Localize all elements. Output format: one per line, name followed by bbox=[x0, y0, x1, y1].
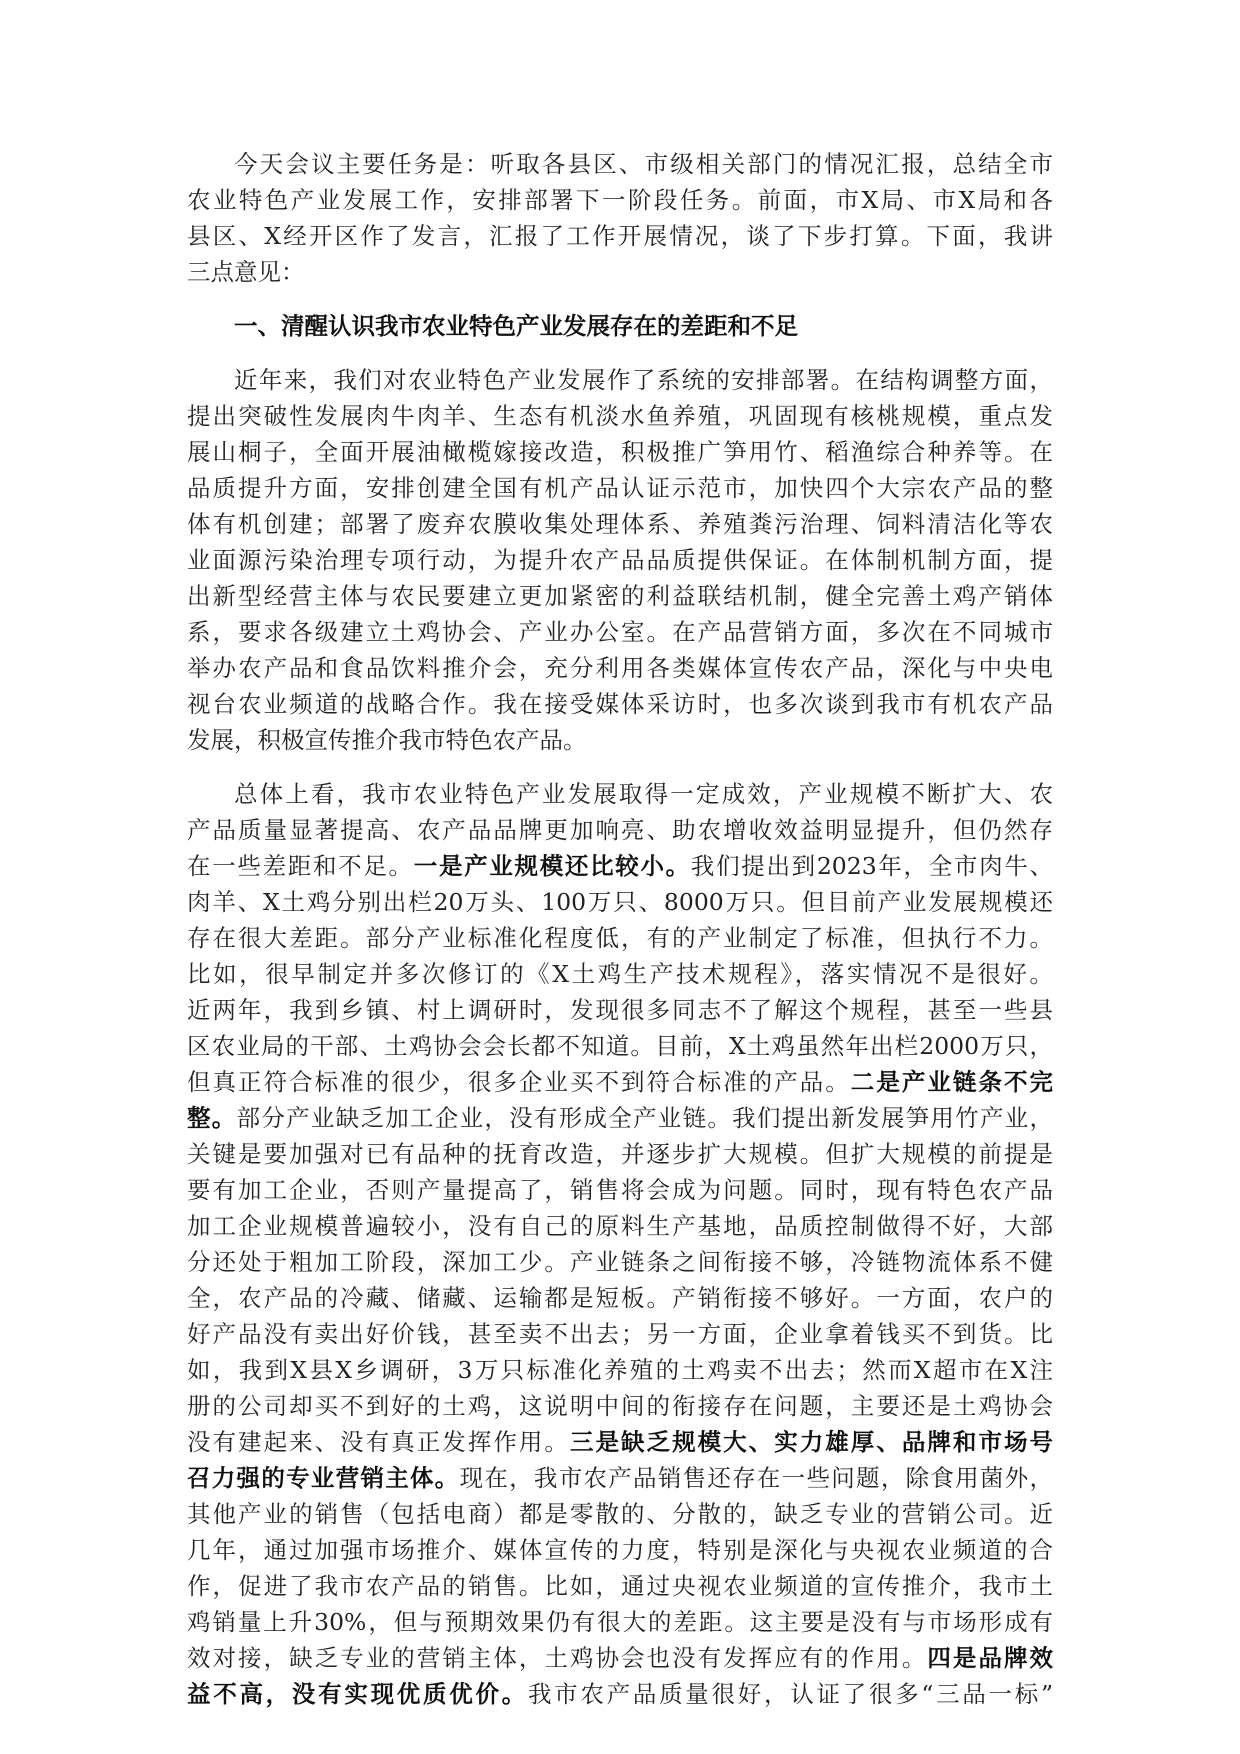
text-line bbox=[187, 848, 1053, 884]
text-line bbox=[187, 686, 1053, 722]
text-line bbox=[187, 1136, 1053, 1172]
section-heading: 一、清醒认识我市农业特色产业发展存在的差距和不足 bbox=[234, 312, 798, 340]
text-segment: 总体上看，我市农业特色产业发展取得一定成效，产业规模不断扩大、农 bbox=[234, 780, 1053, 808]
text-line bbox=[187, 1280, 1053, 1316]
text-segment: 视台农业频道的战略合作。我在接受媒体采访时，也多次谈到我市有机农产品 bbox=[187, 690, 1053, 718]
text-line bbox=[187, 578, 1053, 614]
text-segment: 效对接，缺乏专业的营销主体，土鸡协会也没有发挥应有的作用。 bbox=[187, 1644, 928, 1672]
text-line bbox=[187, 1640, 1053, 1676]
paragraph bbox=[187, 362, 1053, 758]
text-segment: 加工企业规模普遍较小，没有自己的原料生产基地，品质控制做得不好，大部 bbox=[187, 1212, 1053, 1240]
text-segment: 在一些差距和不足。 bbox=[187, 852, 414, 880]
text-line bbox=[187, 434, 1053, 470]
text-segment: 今天会议主要任务是：听取各县区、市级相关部门的情况汇报，总结全市 bbox=[234, 150, 1053, 178]
text-segment: 业面源污染治理专项行动，为提升农产品品质提供保证。在体制机制方面，提 bbox=[187, 546, 1053, 574]
text-line bbox=[187, 1352, 1053, 1388]
text-line bbox=[187, 254, 1053, 290]
text-segment: 分还处于粗加工阶段，深加工少。产业链条之间衔接不够，冷链物流体系不健 bbox=[187, 1248, 1053, 1276]
text-line bbox=[187, 1676, 1053, 1712]
text-segment: 我市农产品质量很好，认证了很多“三品一标” bbox=[527, 1680, 1054, 1708]
text-line bbox=[187, 1496, 1053, 1532]
text-segment: 三点意见： bbox=[187, 258, 305, 286]
text-segment: 要有加工企业，否则产量提高了，销售将会成为问题。同时，现有特色农产品 bbox=[187, 1176, 1053, 1204]
text-segment: 作，促进了我市农产品的销售。比如，通过央视农业频道的宣传推介，我市土 bbox=[187, 1572, 1053, 1600]
text-segment: 我们提出到2023年，全市肉牛、 bbox=[690, 852, 1054, 880]
text-line bbox=[187, 1424, 1053, 1460]
text-line bbox=[187, 920, 1053, 956]
text-line bbox=[187, 470, 1053, 506]
text-segment: 其他产业的销售（包括电商）都是零散的、分散的，缺乏专业的营销公司。近 bbox=[187, 1500, 1053, 1528]
text-line bbox=[187, 1568, 1053, 1604]
bold-text: 四是品牌效 bbox=[927, 1644, 1054, 1672]
text-segment: 品质提升方面，安排创建全国有机产品认证示范市，加快四个大宗农产品的整 bbox=[187, 474, 1053, 502]
text-line bbox=[187, 992, 1053, 1028]
text-line bbox=[187, 1316, 1053, 1352]
body-paragraphs bbox=[187, 362, 1053, 1712]
bold-text: 一是产业规模还比较小。 bbox=[413, 852, 691, 880]
paragraph bbox=[187, 146, 1053, 290]
text-line bbox=[187, 1244, 1053, 1280]
text-line bbox=[187, 776, 1053, 812]
text-line bbox=[187, 1388, 1053, 1424]
text-line bbox=[187, 614, 1053, 650]
text-line bbox=[187, 1064, 1053, 1100]
intro-paragraph bbox=[187, 146, 1053, 290]
text-line bbox=[187, 398, 1053, 434]
bold-text: 三是缺乏规模大、实力雄厚、品牌和市场号 bbox=[569, 1428, 1054, 1456]
bold-text: 益不高，没有实现优质优价。 bbox=[187, 1680, 528, 1708]
text-segment: 但真正符合标准的很少，很多企业买不到符合标准的产品。 bbox=[187, 1068, 851, 1096]
text-segment: 县区、X经开区作了发言，汇报了工作开展情况，谈了下步打算。下面，我讲 bbox=[187, 222, 1053, 250]
text-line bbox=[187, 1100, 1053, 1136]
bold-text: 整。 bbox=[187, 1104, 237, 1132]
text-segment: 部分产业缺乏加工企业，没有形成全产业链。我们提出新发展笋用竹产业， bbox=[236, 1104, 1054, 1132]
text-segment: 关键是要加强对已有品种的抚育改造，并逐步扩大规模。但扩大规模的前提是 bbox=[187, 1140, 1053, 1168]
text-segment: 举办农产品和食品饮料推介会，充分利用各类媒体宣传农产品，深化与中央电 bbox=[187, 654, 1053, 682]
text-line bbox=[187, 1604, 1053, 1640]
text-segment: 系，要求各级建立土鸡协会、产业办公室。在产品营销方面，多次在不同城市 bbox=[187, 618, 1053, 646]
bold-text: 召力强的专业营销主体。 bbox=[187, 1464, 460, 1492]
text-line bbox=[187, 506, 1053, 542]
text-segment: 产品质量显著提高、农产品品牌更加响亮、助农增收效益明显提升，但仍然存 bbox=[187, 816, 1053, 844]
text-segment: 存在很大差距。部分产业标准化程度低，有的产业制定了标准，但执行不力。 bbox=[187, 924, 1053, 952]
text-segment: 比如，很早制定并多次修订的《X土鸡生产技术规程》，落实情况不是很好。 bbox=[187, 960, 1053, 988]
text-line bbox=[187, 542, 1053, 578]
text-segment: 没有建起来、没有真正发挥作用。 bbox=[187, 1428, 570, 1456]
text-segment: 近年来，我们对农业特色产业发展作了系统的安排部署。在结构调整方面， bbox=[234, 366, 1053, 394]
text-segment: 发展，积极宣传推介我市特色农产品。 bbox=[187, 726, 587, 754]
text-line bbox=[187, 1028, 1053, 1064]
text-line bbox=[187, 884, 1053, 920]
text-line bbox=[187, 362, 1053, 398]
text-line bbox=[187, 1208, 1053, 1244]
text-line bbox=[187, 1460, 1053, 1496]
text-segment: 如，我到X县X乡调研，3万只标准化养殖的土鸡卖不出去；然而X超市在X注 bbox=[187, 1356, 1053, 1384]
text-segment: 鸡销量上升30%，但与预期效果仍有很大的差距。这主要是没有与市场形成有 bbox=[187, 1608, 1053, 1636]
text-segment: 肉羊、X土鸡分别出栏20万头、100万只、8000万只。但目前产业发展规模还 bbox=[187, 888, 1053, 916]
text-line bbox=[187, 146, 1053, 182]
document-page bbox=[187, 146, 1053, 1730]
text-line bbox=[187, 650, 1053, 686]
text-line bbox=[187, 722, 1053, 758]
text-line bbox=[187, 1172, 1053, 1208]
paragraph bbox=[187, 776, 1053, 1712]
text-segment: 体有机创建；部署了废弃农膜收集处理体系、养殖粪污治理、饲料清洁化等农 bbox=[187, 510, 1053, 538]
text-segment: 现在，我市农产品销售还存在一些问题，除食用菌外， bbox=[459, 1464, 1054, 1492]
text-segment: 区农业局的干部、土鸡协会会长都不知道。目前，X土鸡虽然年出栏2000万只， bbox=[187, 1032, 1053, 1060]
text-segment: 全，农产品的冷藏、储藏、运输都是短板。产销衔接不够好。一方面，农户的 bbox=[187, 1284, 1053, 1312]
text-segment: 农业特色产业发展工作，安排部署下一阶段任务。前面，市X局、市X局和各 bbox=[187, 186, 1053, 214]
text-line bbox=[187, 812, 1053, 848]
text-line bbox=[187, 1532, 1053, 1568]
text-segment: 展山桐子，全面开展油橄榄嫁接改造，积极推广笋用竹、稻渔综合种养等。在 bbox=[187, 438, 1053, 466]
text-segment: 好产品没有卖出好价钱，甚至卖不出去；另一方面，企业拿着钱买不到货。比 bbox=[187, 1320, 1053, 1348]
text-segment: 册的公司却买不到好的土鸡，这说明中间的衔接存在问题，主要还是土鸡协会 bbox=[187, 1392, 1053, 1420]
text-segment: 近两年，我到乡镇、村上调研时，发现很多同志不了解这个规程，甚至一些县 bbox=[187, 996, 1053, 1024]
text-line bbox=[187, 956, 1053, 992]
bold-text: 二是产业链条不完 bbox=[850, 1068, 1054, 1096]
text-line bbox=[187, 218, 1053, 254]
text-segment: 提出突破性发展肉牛肉羊、生态有机淡水鱼养殖，巩固现有核桃规模，重点发 bbox=[187, 402, 1053, 430]
text-line bbox=[187, 182, 1053, 218]
text-segment: 出新型经营主体与农民要建立更加紧密的利益联结机制，健全完善土鸡产销体 bbox=[187, 582, 1053, 610]
text-segment: 几年，通过加强市场推介、媒体宣传的力度，特别是深化与央视农业频道的合 bbox=[187, 1536, 1053, 1564]
